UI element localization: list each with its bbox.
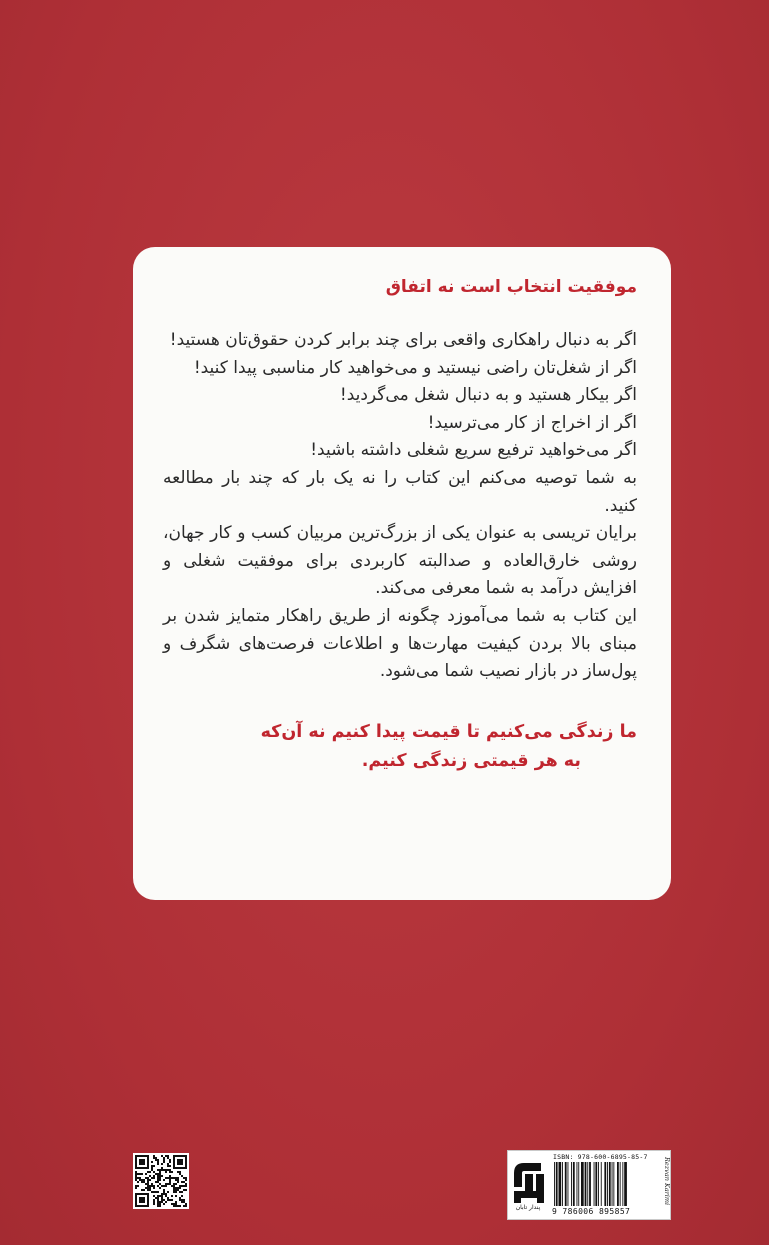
qr-module [159, 1179, 161, 1181]
qr-module [165, 1171, 167, 1173]
qr-module [159, 1169, 161, 1171]
barcode-bar [589, 1162, 591, 1206]
text-line: روشی خارق‌العاده و صدالبته کاربردی برای موفقیت شغلی و [163, 550, 637, 571]
qr-module [175, 1189, 177, 1191]
qr-module [147, 1187, 149, 1189]
qr-finder [139, 1197, 145, 1203]
qr-module [167, 1155, 169, 1157]
qr-module [135, 1185, 137, 1187]
text-line: اگر به دنبال راهکاری واقعی برای چند برابر کردن حقوق‌تان هستید! [169, 330, 637, 350]
barcode-bar [577, 1162, 578, 1206]
qr-module [175, 1205, 177, 1207]
qr-module [157, 1179, 159, 1181]
qr-module [147, 1185, 149, 1187]
qr-module [145, 1187, 147, 1189]
qr-module [181, 1181, 183, 1183]
qr-module [159, 1201, 161, 1203]
qr-module [151, 1165, 153, 1167]
publisher-name: پندار تابان [515, 1204, 541, 1211]
qr-module [179, 1173, 181, 1175]
barcode-bar [612, 1162, 613, 1206]
qr-module [169, 1175, 171, 1177]
qr-module [135, 1179, 137, 1181]
barcode-bar [559, 1162, 562, 1206]
qr-module [167, 1157, 169, 1159]
qr-module [153, 1171, 155, 1173]
qr-module [157, 1163, 159, 1165]
text-line: افزایش درآمد به شما معرفی می‌کند. [375, 578, 637, 599]
qr-module [147, 1189, 149, 1191]
qr-code [133, 1153, 189, 1209]
qr-module [175, 1183, 177, 1185]
qr-module [153, 1175, 155, 1177]
qr-module [161, 1197, 163, 1199]
qr-module [161, 1163, 163, 1165]
barcode-sticker [507, 1150, 671, 1220]
qr-module [175, 1191, 177, 1193]
qr-module [169, 1177, 171, 1179]
barcode-graphic [553, 1162, 659, 1206]
qr-module [165, 1185, 167, 1187]
qr-module [155, 1191, 157, 1193]
qr-module [161, 1185, 163, 1187]
text-line: اگر می‌خواهید ترفیع سریع شغلی داشته باشید! [310, 440, 637, 461]
qr-module [181, 1195, 183, 1197]
qr-module [173, 1205, 175, 1207]
qr-module [153, 1187, 155, 1189]
qr-module [163, 1193, 165, 1195]
qr-module [155, 1173, 157, 1175]
isbn-label: ISBN: 978-600-6895-85-7 [553, 1153, 648, 1161]
qr-module [157, 1201, 159, 1203]
qr-module [141, 1179, 143, 1181]
qr-module [139, 1177, 141, 1179]
qr-module [163, 1189, 165, 1191]
qr-module [145, 1173, 147, 1175]
qr-module [137, 1181, 139, 1183]
qr-module [165, 1183, 167, 1185]
qr-module [177, 1179, 179, 1181]
qr-module [153, 1155, 155, 1157]
qr-module [137, 1173, 139, 1175]
barcode-bar [620, 1162, 621, 1206]
qr-module [153, 1177, 155, 1179]
qr-module [167, 1177, 169, 1179]
qr-module [173, 1187, 175, 1189]
qr-module [157, 1175, 159, 1177]
qr-module [159, 1173, 161, 1175]
qr-module [173, 1177, 175, 1179]
qr-module [141, 1189, 143, 1191]
barcode-bar [601, 1162, 602, 1206]
qr-module [173, 1185, 175, 1187]
qr-module [181, 1199, 183, 1201]
barcode-bar [556, 1162, 558, 1206]
qr-module [179, 1171, 181, 1173]
qr-module [153, 1201, 155, 1203]
qr-module [171, 1203, 173, 1205]
qr-module [167, 1165, 169, 1167]
qr-module [179, 1187, 181, 1189]
qr-module [161, 1169, 163, 1171]
qr-module [161, 1175, 163, 1177]
qr-finder [177, 1159, 183, 1165]
barcode-bar [607, 1162, 608, 1206]
qr-module [185, 1179, 187, 1181]
qr-module [169, 1169, 171, 1171]
barcode-bar [565, 1162, 567, 1206]
text-line: اگر از اخراج از کار می‌ترسید! [427, 412, 637, 433]
qr-module [165, 1169, 167, 1171]
qr-module [179, 1197, 181, 1199]
qr-module [153, 1203, 155, 1205]
qr-module [157, 1169, 159, 1171]
qr-module [163, 1185, 165, 1187]
qr-module [175, 1195, 177, 1197]
qr-module [173, 1183, 175, 1185]
qr-module [165, 1155, 167, 1157]
qr-module [175, 1179, 177, 1181]
qr-module [163, 1161, 165, 1163]
barcode-bar [581, 1162, 584, 1206]
qr-module [155, 1159, 157, 1161]
qr-module [143, 1189, 145, 1191]
quote-line-2: به هر قیمتی زندگی کنیم. [361, 750, 581, 771]
qr-module [149, 1171, 151, 1173]
qr-module [157, 1203, 159, 1205]
qr-module [159, 1203, 161, 1205]
qr-module [145, 1183, 147, 1185]
qr-module [183, 1177, 185, 1179]
qr-module [151, 1167, 153, 1169]
qr-module [185, 1205, 187, 1207]
qr-finder [139, 1159, 145, 1165]
qr-module [181, 1185, 183, 1187]
qr-module [157, 1161, 159, 1163]
text-line: این کتاب به شما می‌آموزد چگونه از طریق راهکار متمایز شدن بر [163, 605, 637, 626]
panel-title: موفقیت انتخاب است نه اتفاق [385, 277, 637, 297]
qr-module [181, 1191, 183, 1193]
qr-module [163, 1191, 165, 1193]
qr-code-graphic [133, 1153, 189, 1209]
qr-module [135, 1173, 137, 1175]
qr-module [163, 1169, 165, 1171]
qr-module [159, 1175, 161, 1177]
qr-module [137, 1185, 139, 1187]
qr-module [177, 1181, 179, 1183]
qr-module [135, 1171, 137, 1173]
barcode-bar [578, 1162, 579, 1206]
qr-module [149, 1179, 151, 1181]
qr-module [177, 1187, 179, 1189]
qr-module [185, 1183, 187, 1185]
qr-module [173, 1191, 175, 1193]
qr-module [145, 1177, 147, 1179]
qr-module [137, 1177, 139, 1179]
qr-module [151, 1185, 153, 1187]
qr-module [157, 1205, 159, 1207]
barcode-bar [587, 1162, 588, 1206]
qr-module [169, 1159, 171, 1161]
qr-module [167, 1199, 169, 1201]
qr-module [165, 1177, 167, 1179]
qr-module [157, 1181, 159, 1183]
text-line: برایان تریسی به عنوان یکی از بزرگ‌ترین مربیان کسب و کار جهان، [163, 523, 637, 544]
qr-module [173, 1203, 175, 1205]
qr-module [157, 1177, 159, 1179]
qr-module [153, 1157, 155, 1159]
qr-module [149, 1185, 151, 1187]
qr-module [163, 1159, 165, 1161]
qr-module [151, 1191, 153, 1193]
qr-module [149, 1189, 151, 1191]
qr-module [143, 1181, 145, 1183]
barcode-bar [594, 1162, 595, 1206]
qr-module [173, 1189, 175, 1191]
qr-module [183, 1199, 185, 1201]
qr-module [171, 1185, 173, 1187]
barcode-bar [617, 1162, 619, 1206]
qr-module [135, 1175, 137, 1177]
qr-module [161, 1199, 163, 1201]
qr-module [171, 1195, 173, 1197]
barcode-bar [624, 1162, 627, 1206]
back-cover-text-panel [133, 247, 671, 900]
barcode-bar [571, 1162, 572, 1206]
qr-module [175, 1187, 177, 1189]
qr-module [183, 1189, 185, 1191]
description-text [163, 327, 637, 686]
qr-module [181, 1201, 183, 1203]
qr-module [159, 1177, 161, 1179]
qr-module [157, 1197, 159, 1199]
barcode-bar [604, 1162, 606, 1206]
qr-module [175, 1177, 177, 1179]
barcode-number: 9 786006 895857 [552, 1207, 631, 1216]
qr-module [177, 1171, 179, 1173]
qr-module [169, 1181, 171, 1183]
barcode-bar [598, 1162, 599, 1206]
qr-module [147, 1179, 149, 1181]
qr-module [179, 1185, 181, 1187]
qr-module [155, 1157, 157, 1159]
qr-module [147, 1171, 149, 1173]
qr-module [159, 1205, 161, 1207]
qr-module [151, 1183, 153, 1185]
qr-module [183, 1181, 185, 1183]
barcode-bar [562, 1162, 563, 1206]
qr-module [181, 1175, 183, 1177]
barcode-bar [568, 1162, 569, 1206]
qr-module [135, 1177, 137, 1179]
qr-module [161, 1193, 163, 1195]
barcode-bar [613, 1162, 614, 1206]
qr-module [161, 1167, 163, 1169]
qr-module [163, 1199, 165, 1201]
qr-module [153, 1199, 155, 1201]
qr-module [139, 1173, 141, 1175]
barcode-bar [554, 1162, 555, 1206]
qr-module [141, 1173, 143, 1175]
qr-module [167, 1183, 169, 1185]
qr-module [165, 1195, 167, 1197]
qr-module [161, 1155, 163, 1157]
qr-module [159, 1195, 161, 1197]
qr-module [169, 1171, 171, 1173]
qr-module [183, 1185, 185, 1187]
text-line: پول‌ساز در بازار نصیب شما می‌شود. [379, 661, 637, 682]
designer-credit: Rezvan Karimi [663, 1157, 671, 1206]
qr-module [157, 1199, 159, 1201]
qr-module [169, 1179, 171, 1181]
qr-module [163, 1203, 165, 1205]
qr-module [179, 1205, 181, 1207]
qr-module [163, 1157, 165, 1159]
qr-module [171, 1199, 173, 1201]
qr-module [157, 1159, 159, 1161]
qr-module [157, 1195, 159, 1197]
qr-module [169, 1183, 171, 1185]
qr-module [141, 1181, 143, 1183]
qr-module [139, 1179, 141, 1181]
qr-module [147, 1181, 149, 1183]
qr-module [167, 1163, 169, 1165]
qr-module [159, 1183, 161, 1185]
qr-module [165, 1193, 167, 1195]
qr-module [169, 1161, 171, 1163]
qr-module [175, 1201, 177, 1203]
highlight-quote [163, 718, 637, 776]
qr-module [185, 1185, 187, 1187]
text-line: اگر بیکار هستید و به دنبال شغل می‌گردید! [339, 385, 637, 406]
qr-module [153, 1195, 155, 1197]
qr-module [151, 1161, 153, 1163]
qr-module [149, 1187, 151, 1189]
qr-module [179, 1199, 181, 1201]
qr-module [183, 1201, 185, 1203]
qr-module [171, 1177, 173, 1179]
qr-module [157, 1185, 159, 1187]
qr-module [167, 1169, 169, 1171]
qr-module [185, 1177, 187, 1179]
qr-module [153, 1165, 155, 1167]
qr-module [151, 1177, 153, 1179]
qr-module [153, 1191, 155, 1193]
barcode-bar [609, 1162, 611, 1206]
qr-module [163, 1179, 165, 1181]
text-line: اگر از شغل‌تان راضی نیستید و می‌خواهید کار مناسبی پیدا کنید! [193, 357, 637, 378]
barcode-bar [573, 1162, 575, 1206]
qr-module [135, 1187, 137, 1189]
text-line: به شما توصیه می‌کنم این کتاب را نه یک بار که چند بار مطالعه [163, 467, 637, 488]
text-line: کنید. [604, 495, 637, 516]
quote-line-1: ما زندگی می‌کنیم تا قیمت پیدا کنیم نه آن‌که [260, 721, 637, 742]
qr-module [167, 1191, 169, 1193]
qr-module [171, 1171, 173, 1173]
qr-module [177, 1205, 179, 1207]
qr-module [159, 1171, 161, 1173]
qr-module [161, 1195, 163, 1197]
qr-module [179, 1191, 181, 1193]
qr-module [185, 1203, 187, 1205]
qr-module [177, 1177, 179, 1179]
qr-module [175, 1203, 177, 1205]
barcode-bar [622, 1162, 623, 1206]
qr-module [161, 1201, 163, 1203]
qr-module [155, 1197, 157, 1199]
qr-module [147, 1177, 149, 1179]
barcode-bar [595, 1162, 597, 1206]
qr-module [157, 1191, 159, 1193]
qr-module [149, 1175, 151, 1177]
qr-module [183, 1205, 185, 1207]
qr-module [157, 1173, 159, 1175]
qr-module [185, 1189, 187, 1191]
qr-module [167, 1197, 169, 1199]
qr-module [165, 1201, 167, 1203]
qr-module [169, 1199, 171, 1201]
qr-module [151, 1169, 153, 1171]
qr-module [169, 1165, 171, 1167]
qr-module [147, 1183, 149, 1185]
qr-module [177, 1189, 179, 1191]
qr-module [155, 1181, 157, 1183]
text-line: مبنای بالا بردن کیفیت مهارت‌ها و اطلاعات فرصت‌های شگرف و [163, 633, 637, 654]
qr-module [159, 1187, 161, 1189]
qr-module [143, 1179, 145, 1181]
qr-module [153, 1185, 155, 1187]
barcode-bar [585, 1162, 587, 1206]
